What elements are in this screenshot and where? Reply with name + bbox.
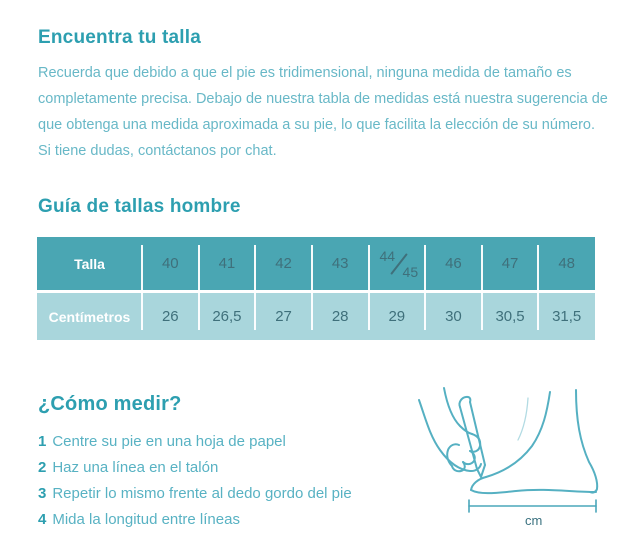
size-cell-top-value: 44	[379, 248, 396, 264]
step-number: 2	[38, 459, 47, 476]
cm-cell: 30,5	[482, 293, 539, 340]
cm-cell: 27	[255, 293, 312, 340]
cm-label: cm	[525, 513, 543, 528]
cm-cell: 30	[425, 293, 482, 340]
step-number: 4	[38, 511, 47, 528]
find-your-size-title: Encuentra tu talla	[38, 27, 202, 48]
men-size-guide-title: Guía de tallas hombre	[38, 196, 241, 217]
intro-paragraph-line: Recuerda que debido a que el pie es tridimensional, ninguna medida de tamaño es	[38, 65, 572, 81]
step-text: Centre su pie en una hoja de papel	[52, 433, 286, 450]
size-cell: 48	[538, 237, 595, 290]
cm-cell: 28	[312, 293, 369, 340]
size-cell-44-45	[369, 237, 426, 290]
step-text: Haz una línea en el talón	[52, 459, 219, 476]
size-cell: 41	[199, 237, 256, 290]
row-header-centimetros: Centímetros	[48, 308, 131, 325]
step-number: 3	[38, 485, 47, 502]
measure-step	[38, 429, 352, 455]
size-table-row-talla	[37, 237, 595, 290]
intro-paragraph-line: Si tiene dudas, contáctanos por chat.	[38, 143, 277, 159]
measure-steps-list	[38, 429, 352, 533]
intro-paragraph-line: completamente precisa. Debajo de nuestra tabla de medidas está nuestra sugerencia de	[38, 91, 608, 107]
cm-cell: 26,5	[199, 293, 256, 340]
foot-pencil-drawing-icon	[400, 378, 643, 540]
how-to-measure-title: ¿Cómo medir?	[38, 393, 182, 415]
measure-step	[38, 455, 352, 481]
size-table-row-centimetros	[37, 293, 595, 340]
cm-cell: 26	[142, 293, 199, 340]
size-cell: 47	[482, 237, 539, 290]
row-header-talla: Talla	[74, 255, 105, 272]
cm-cell: 31,5	[538, 293, 595, 340]
size-cell: 46	[425, 237, 482, 290]
size-table	[37, 237, 595, 340]
size-cell: 40	[142, 237, 199, 290]
intro-paragraph-line: que obtenga una medida aproximada a su pie, lo que facilita la elección de su número.	[38, 117, 596, 133]
size-cell-bottom-value: 45	[402, 264, 419, 280]
step-text: Repetir lo mismo frente al dedo gordo del pie	[52, 485, 352, 502]
foot-measurement-illustration	[400, 378, 643, 540]
step-number: 1	[38, 433, 47, 450]
measure-step	[38, 481, 352, 507]
cm-cell: 29	[369, 293, 426, 340]
size-cell: 43	[312, 237, 369, 290]
measure-step	[38, 507, 352, 533]
intro-paragraph	[38, 60, 623, 164]
step-text: Mida la longitud entre líneas	[52, 511, 240, 528]
size-cell: 42	[255, 237, 312, 290]
